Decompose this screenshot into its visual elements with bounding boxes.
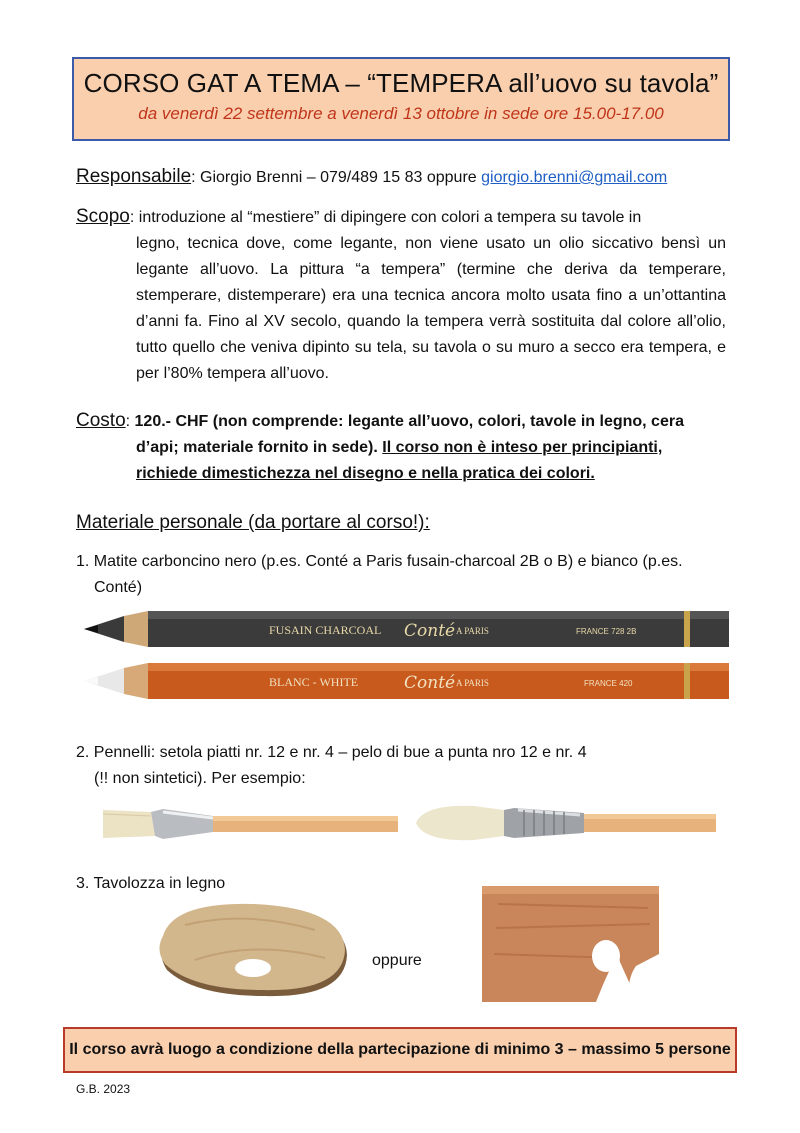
- item-1: 1. Matite carboncino nero (p.es. Conté a Paris fusain-charcoal 2B o B) e bianco (p.es. Conté): [76, 553, 683, 596]
- svg-text:A PARIS: A PARIS: [456, 678, 489, 688]
- white-pencil-image: [84, 660, 729, 702]
- responsabile-section: [76, 164, 726, 191]
- svg-text:FRANCE 728 2B: FRANCE 728 2B: [576, 627, 637, 636]
- charcoal-label: FUSAIN CHARCOAL: [269, 623, 382, 637]
- materiale-heading: Materiale personale (da portare al corso!):: [76, 512, 430, 533]
- oval-palette-image: [155, 900, 355, 1002]
- email-link[interactable]: giorgio.brenni@gmail.com: [481, 169, 668, 186]
- scopo-section: [76, 204, 726, 387]
- item-2: 2. Pennelli: setola piatti nr. 12 e nr. 4 – pelo di bue a punta nro 12 e nr. 4 (!! non sintetici). Per esempio:: [76, 744, 587, 787]
- costo-warning: Il corso non è inteso per principianti,: [382, 439, 663, 456]
- svg-text:A PARIS: A PARIS: [456, 626, 489, 636]
- responsabile-label: Responsabile: [76, 166, 192, 187]
- svg-text:FRANCE 420: FRANCE 420: [584, 679, 633, 688]
- scopo-first-line: : introduzione al “mestiere” di dipingere con colori a tempera su tavole in: [129, 209, 642, 226]
- participation-notice: Il corso avrà luogo a condizione della partecipazione di minimo 3 – massimo 5 persone: [63, 1027, 737, 1073]
- responsabile-text: : Giorgio Brenni – 079/489 15 83 oppure: [191, 169, 482, 186]
- oppure-text: oppure: [372, 952, 422, 969]
- costo-label: Costo: [76, 410, 126, 431]
- header-box: [72, 57, 730, 141]
- costo-section: Costo: 120.- CHF (non comprende: legante all’uovo, colori, tavole in legno, cera d’api; materiale fornito in sede). Il corso non è inteso per principianti, richiede dimestichezza nel disegno e nella pratica dei colori.: [76, 410, 684, 482]
- brand-logo-black: Conté: [404, 621, 456, 641]
- scopo-label: Scopo: [76, 206, 130, 227]
- round-brush-image: [414, 798, 716, 848]
- brand-logo-white: Conté: [404, 673, 456, 693]
- charcoal-pencil-image: [84, 608, 729, 650]
- flat-brush-image: [103, 800, 398, 848]
- scopo-body: legno, tecnica dove, come legante, non viene usato un olio siccativo bensì un legante all’uovo. La pittura “a tempera” (termine che deriva da temperare, stemperare, distemperare) era una tecnica ancora molto usata fino a un’ottantina d’anni fa. Fino al XV secolo, quando la tempera verrà sostituita dal colore all’olio, tutto quello che veniva dipinto su tela, su tavola o su muro a secco era tempera, e per l’80% tempera all’uovo.: [136, 235, 726, 382]
- rectangular-palette-image: [478, 884, 663, 1004]
- course-title: CORSO GAT A TEMA – “TEMPERA all’uovo su tavola”: [83, 68, 719, 98]
- course-dates: da venerdì 22 settembre a venerdì 13 ottobre in sede ore 15.00-17.00: [138, 104, 664, 123]
- author-initials: G.B. 2023: [76, 1082, 131, 1096]
- white-label: BLANC - WHITE: [269, 675, 359, 689]
- item-3: 3. Tavolozza in legno: [76, 875, 226, 892]
- costo-price: 120.- CHF: [134, 413, 209, 430]
